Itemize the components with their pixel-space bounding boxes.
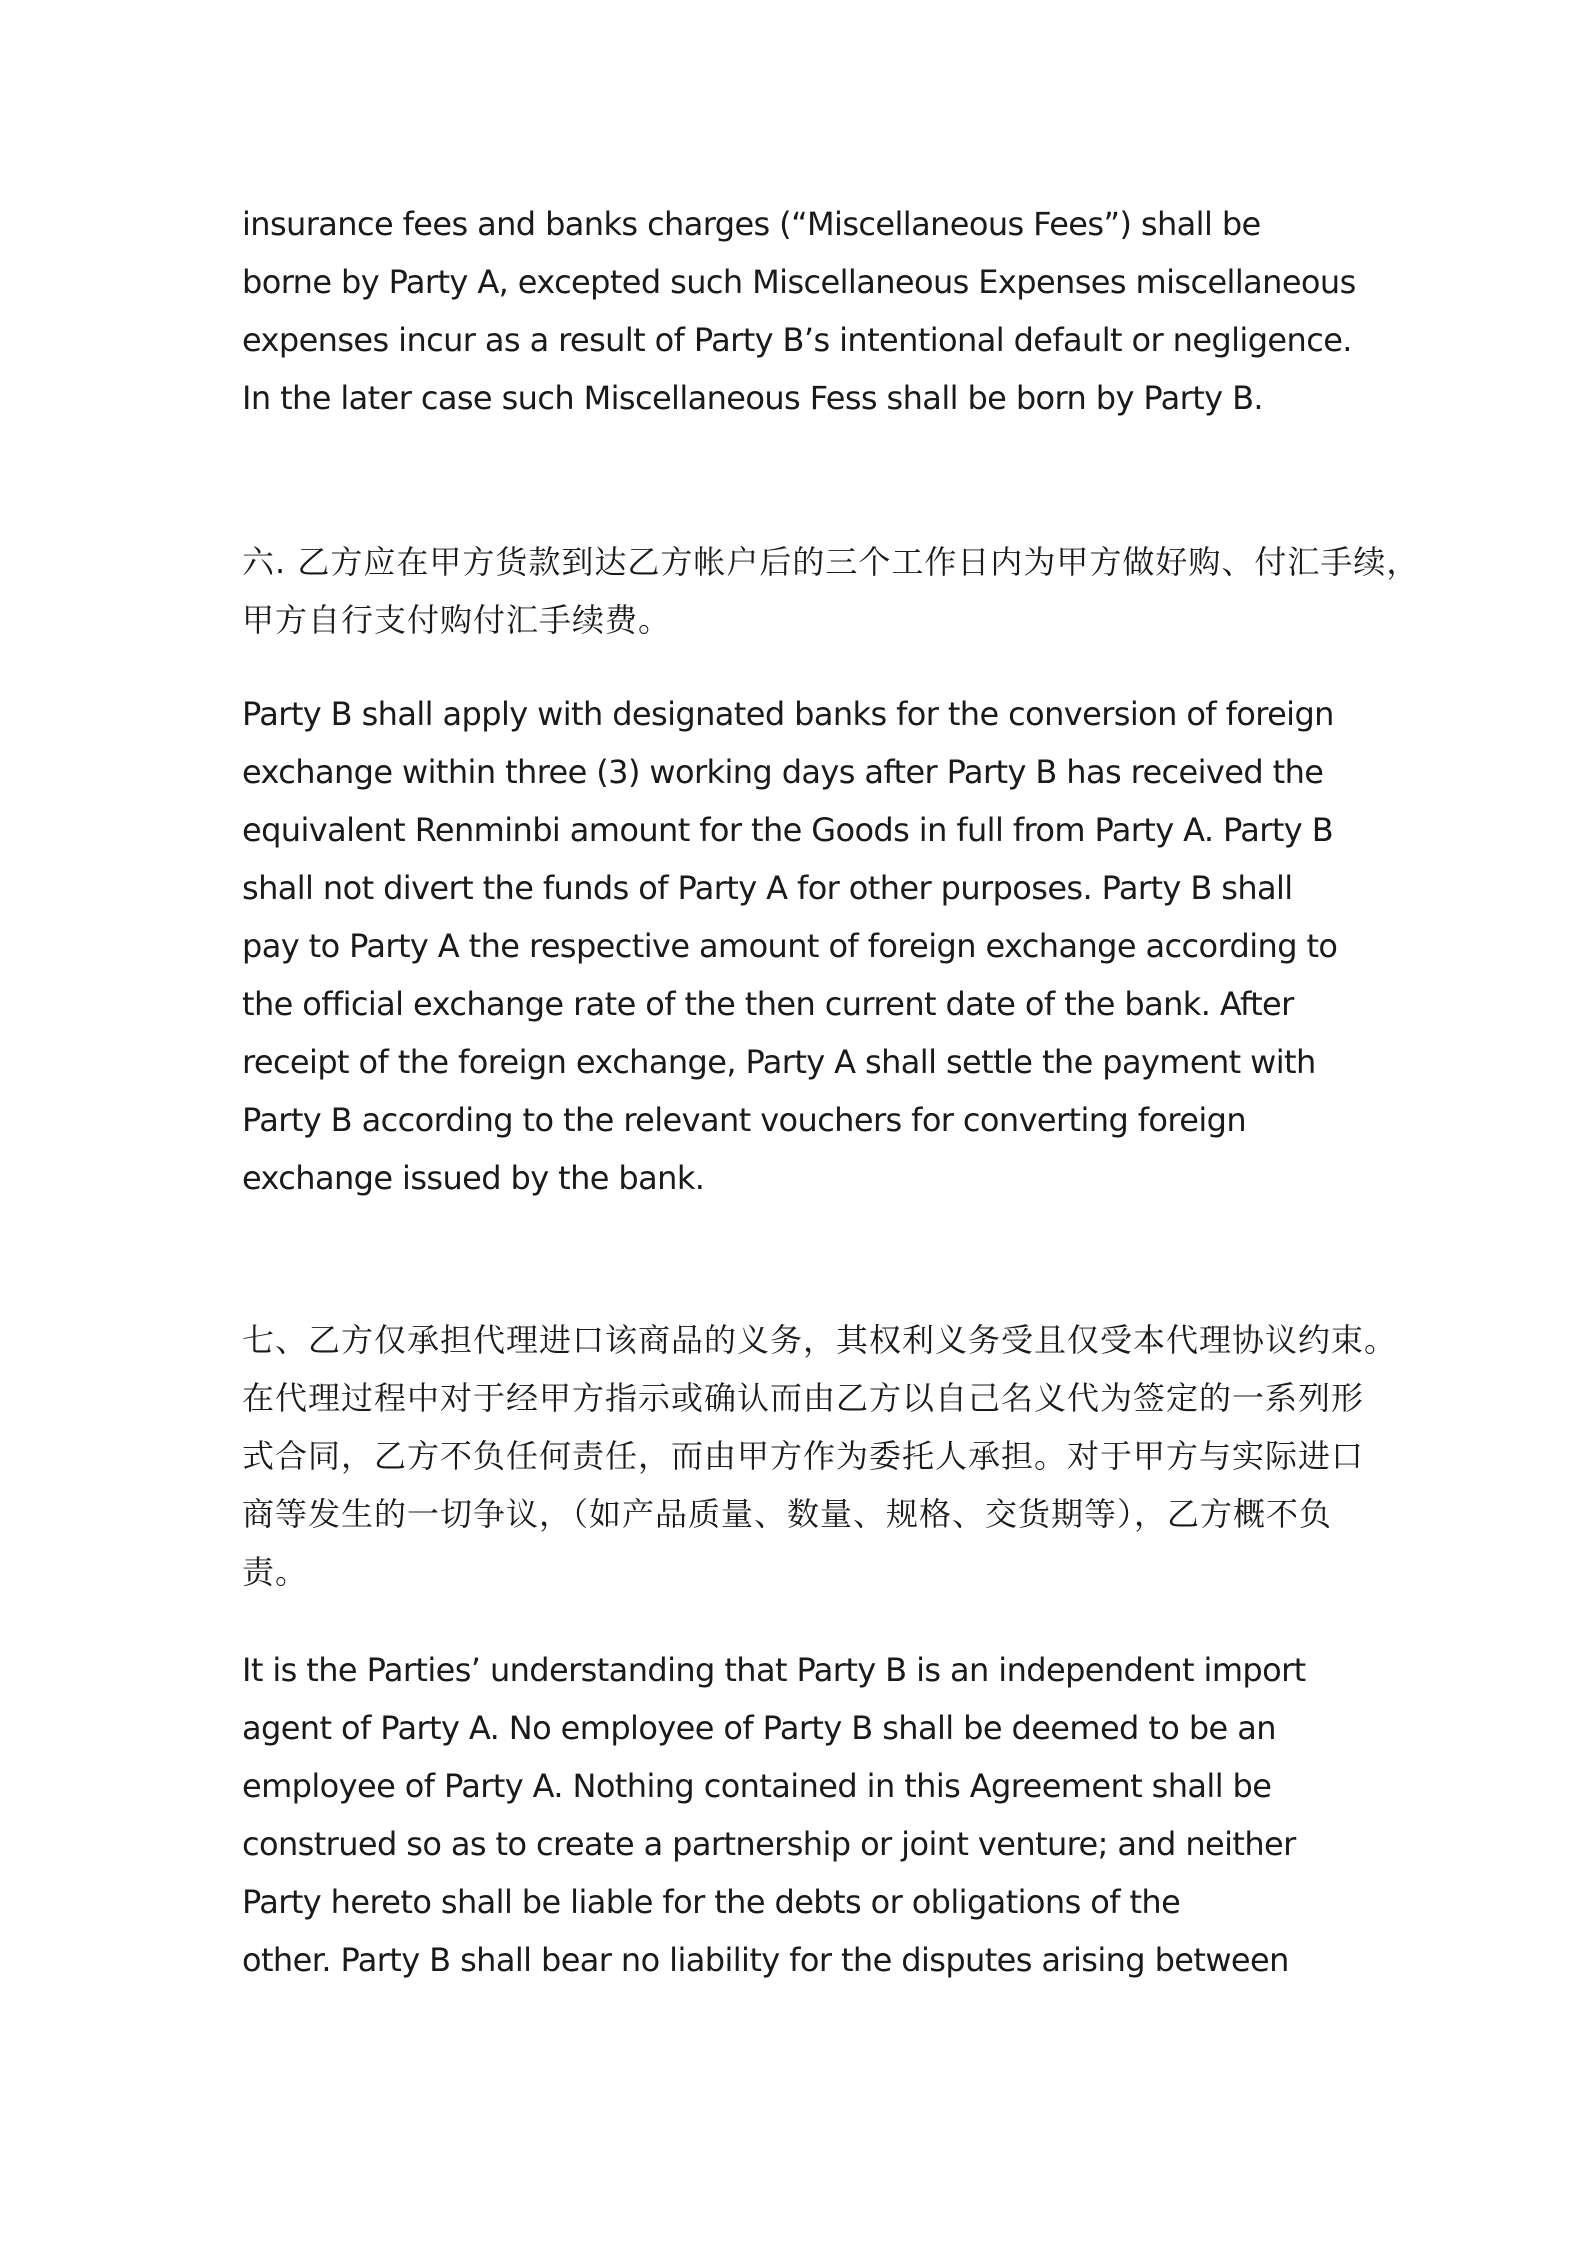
text-line: In the later case such Miscellaneous Fess shall be born by Party B. <box>242 379 1264 417</box>
text-line: the official exchange rate of the then current date of the bank. After <box>242 985 1294 1023</box>
text-line: receipt of the foreign exchange, Party A shall settle the payment with <box>242 1043 1316 1081</box>
text-line: other. Party B shall bear no liability for the disputes arising between <box>242 1941 1289 1979</box>
text-line: pay to Party A the respective amount of foreign exchange according to <box>242 927 1338 965</box>
text-line: exchange within three (3) working days after Party B has received the <box>242 753 1324 791</box>
paragraph-clause-6-en <box>242 685 1337 1207</box>
text-line: construed so as to create a partnership or joint venture; and neither <box>242 1825 1296 1863</box>
text-line: It is the Parties’ understanding that Party B is an independent import <box>242 1651 1306 1689</box>
text-line: insurance fees and banks charges (“Miscellaneous Fees”) shall be <box>242 205 1261 243</box>
text-line: agent of Party A. No employee of Party B shall be deemed to be an <box>242 1709 1276 1747</box>
text-line: Party B shall apply with designated banks for the conversion of foreign <box>242 695 1334 733</box>
paragraph-clause-6-zh <box>242 533 1419 649</box>
paragraph-clause-7-en <box>242 1641 1306 1989</box>
text-line: Party hereto shall be liable for the debts or obligations of the <box>242 1883 1181 1921</box>
text-line: 式合同，乙方不负任何责任，而由甲方作为委托人承担。对于甲方与实际进口 <box>242 1437 1365 1475</box>
text-line: equivalent Renminbi amount for the Goods in full from Party A. Party B <box>242 811 1334 849</box>
text-line: exchange issued by the bank. <box>242 1159 705 1197</box>
text-line: employee of Party A. Nothing contained in this Agreement shall be <box>242 1767 1272 1805</box>
text-line: 商等发生的一切争议，（如产品质量、数量、规格、交货期等），乙方概不负 <box>242 1495 1333 1533</box>
text-line: 六. 乙方应在甲方货款到达乙方帐户后的三个工作日内为甲方做好购、付汇手续， <box>242 543 1420 581</box>
text-line: 责。 <box>242 1553 309 1591</box>
text-line: 在代理过程中对于经甲方指示或确认而由乙方以自己名义代为签定的一系列形 <box>242 1379 1365 1417</box>
text-line: Party B according to the relevant vouchers for converting foreign <box>242 1101 1247 1139</box>
text-line: expenses incur as a result of Party B’s intentional default or negligence. <box>242 321 1352 359</box>
paragraph-clause-7-zh <box>242 1311 1397 1601</box>
text-line: borne by Party A, excepted such Miscellaneous Expenses miscellaneous <box>242 263 1356 301</box>
text-line: 甲方自行支付购付汇手续费。 <box>242 601 672 639</box>
paragraph-miscellaneous-fees-en <box>242 195 1356 427</box>
text-line: shall not divert the funds of Party A for other purposes. Party B shall <box>242 869 1293 907</box>
text-line: 七、乙方仅承担代理进口该商品的义务，其权利义务受且仅受本代理协议约束。 <box>242 1321 1398 1359</box>
